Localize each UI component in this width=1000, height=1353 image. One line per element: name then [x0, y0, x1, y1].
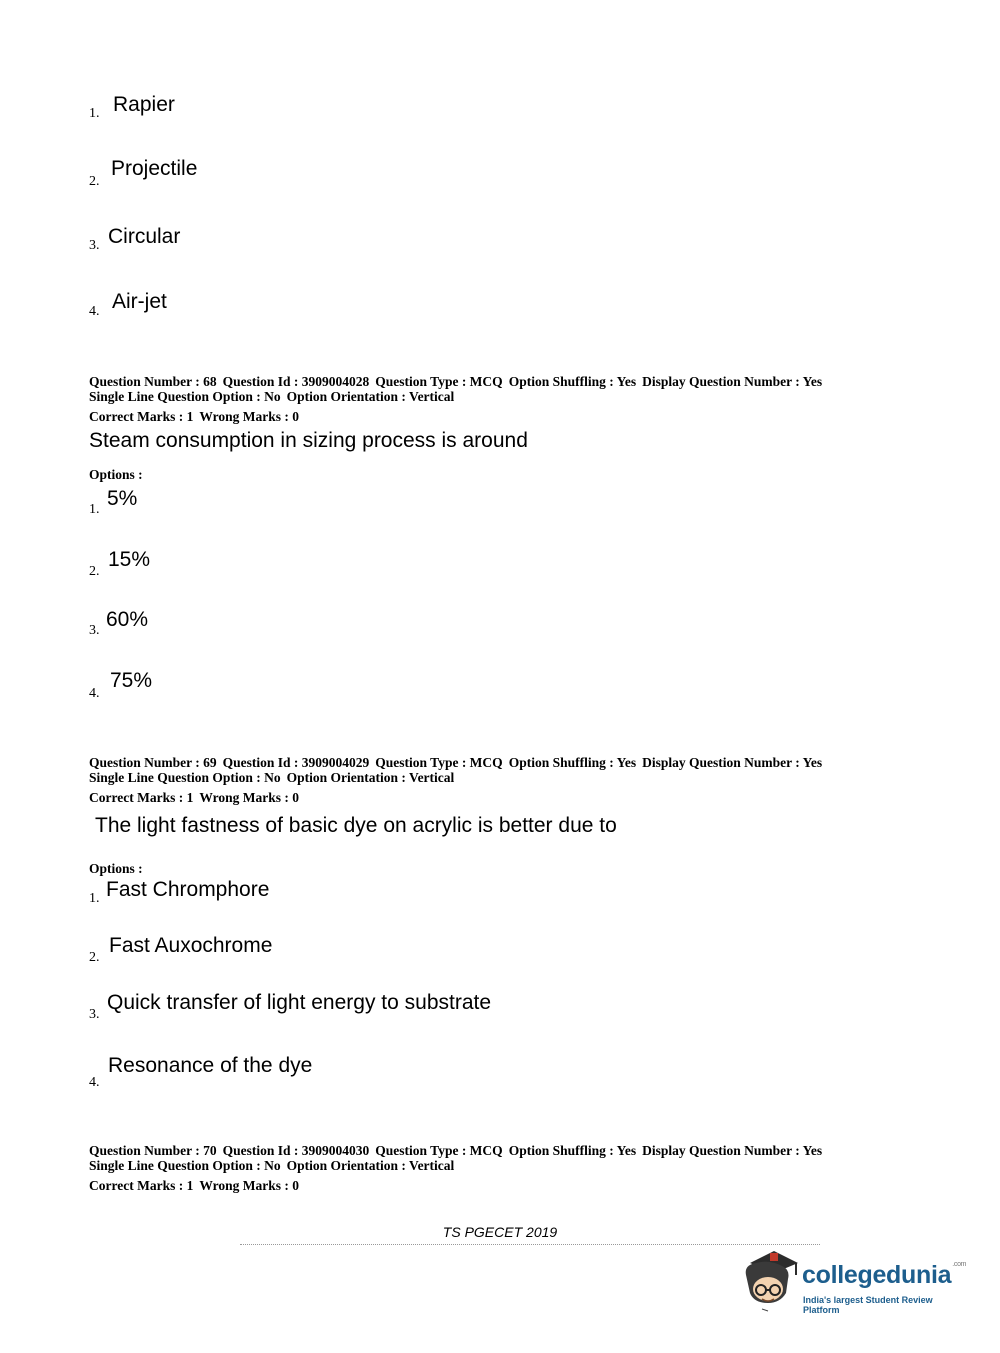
question-meta-line-3	[89, 409, 305, 424]
question-meta-line-1	[89, 755, 828, 770]
question-meta-line-2	[89, 389, 460, 404]
single-line-option: Single Line Question Option : No	[89, 770, 281, 785]
logo-com: .com	[952, 1261, 967, 1268]
option-text: Quick transfer of light energy to substrate	[107, 991, 492, 1014]
question-text: Steam consumption in sizing process is around	[89, 429, 528, 452]
option-text: Air-jet	[112, 290, 167, 313]
question-id: Question Id : 3909004028	[222, 374, 370, 389]
option-number: 3.	[89, 238, 100, 253]
question-meta-line-3	[89, 1178, 305, 1193]
question-id: Question Id : 3909004029	[222, 755, 370, 770]
option-orientation: Option Orientation : Vertical	[286, 389, 455, 404]
options-label: Options :	[89, 467, 143, 482]
option-text: Rapier	[113, 93, 175, 116]
question-type: Question Type : MCQ	[375, 1143, 503, 1158]
question-meta-line-3	[89, 790, 305, 805]
option-text: Fast Auxochrome	[109, 934, 273, 957]
question-id: Question Id : 3909004030	[222, 1143, 370, 1158]
question-meta-line-2	[89, 1158, 460, 1173]
option-shuffling: Option Shuffling : Yes	[508, 374, 637, 389]
option-text: 5%	[107, 487, 138, 510]
option-number: 2.	[89, 564, 100, 579]
single-line-option: Single Line Question Option : No	[89, 1158, 281, 1173]
option-text: Circular	[108, 225, 181, 248]
option-shuffling: Option Shuffling : Yes	[508, 1143, 637, 1158]
logo-wordmark	[802, 1261, 966, 1290]
option-number: 1.	[89, 106, 100, 121]
option-number: 4.	[89, 1075, 100, 1090]
logo-tagline: India's largest Student Review Platform	[803, 1295, 933, 1315]
option-number: 3.	[89, 1007, 100, 1022]
display-question-number: Display Question Number : Yes	[642, 1143, 823, 1158]
question-meta-line-1	[89, 1143, 828, 1158]
option-text: 60%	[106, 608, 149, 631]
collegedunia-logo	[740, 1245, 970, 1315]
question-meta-line-1	[89, 374, 828, 389]
display-question-number: Display Question Number : Yes	[642, 374, 823, 389]
correct-marks: Correct Marks : 1	[89, 409, 194, 424]
option-number: 4.	[89, 686, 100, 701]
option-orientation: Option Orientation : Vertical	[286, 1158, 455, 1173]
option-number: 2.	[89, 950, 100, 965]
option-text: Fast Chromphore	[106, 878, 270, 901]
mascot-icon	[740, 1245, 802, 1313]
single-line-option: Single Line Question Option : No	[89, 389, 281, 404]
display-question-number: Display Question Number : Yes	[642, 755, 823, 770]
option-number: 2.	[89, 174, 100, 189]
correct-marks: Correct Marks : 1	[89, 1178, 194, 1193]
option-number: 1.	[89, 891, 100, 906]
question-number: Question Number : 68	[89, 374, 217, 389]
correct-marks: Correct Marks : 1	[89, 790, 194, 805]
option-number: 1.	[89, 502, 100, 517]
option-number: 4.	[89, 304, 100, 319]
options-label: Options :	[89, 861, 143, 876]
wrong-marks: Wrong Marks : 0	[199, 790, 299, 805]
option-orientation: Option Orientation : Vertical	[286, 770, 455, 785]
question-type: Question Type : MCQ	[375, 374, 503, 389]
question-type: Question Type : MCQ	[375, 755, 503, 770]
option-text: 75%	[110, 669, 153, 692]
option-number: 3.	[89, 623, 100, 638]
question-meta-line-2	[89, 770, 460, 785]
footer-divider	[240, 1244, 820, 1245]
question-text: The light fastness of basic dye on acrylic is better due to	[95, 814, 617, 837]
exam-title: TS PGECET 2019	[442, 1224, 558, 1240]
option-text: 15%	[108, 548, 151, 571]
wrong-marks: Wrong Marks : 0	[199, 1178, 299, 1193]
option-shuffling: Option Shuffling : Yes	[508, 755, 637, 770]
option-text: Resonance of the dye	[108, 1054, 313, 1077]
question-number: Question Number : 70	[89, 1143, 217, 1158]
wrong-marks: Wrong Marks : 0	[199, 409, 299, 424]
option-text: Projectile	[111, 157, 198, 180]
logo-name: collegedunia	[802, 1261, 952, 1289]
question-number: Question Number : 69	[89, 755, 217, 770]
